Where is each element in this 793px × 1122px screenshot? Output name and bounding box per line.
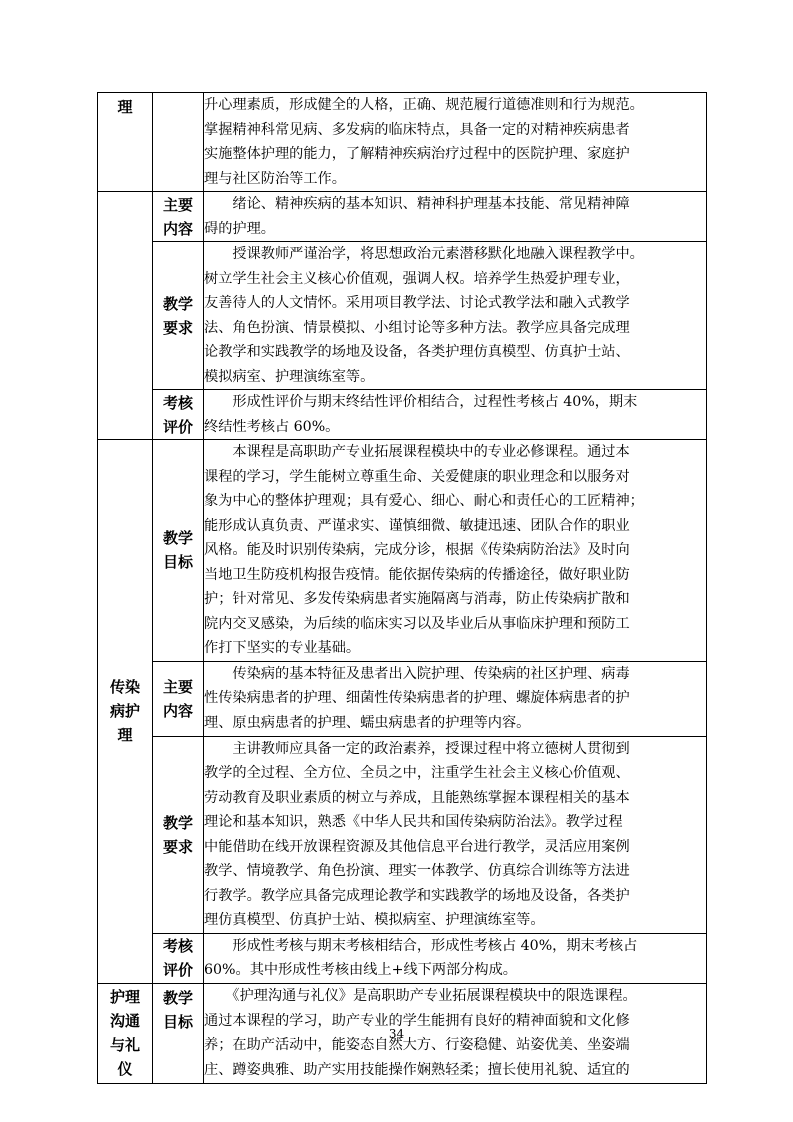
row-label: 目标 — [162, 553, 193, 572]
row-label: 教学 — [162, 294, 193, 313]
row-label-cell — [153, 440, 204, 662]
row-label-cell — [153, 661, 204, 736]
row-label-cell — [153, 192, 204, 242]
row-label: 评价 — [162, 961, 193, 979]
table-row — [98, 661, 707, 736]
row-label: 内容 — [162, 701, 193, 720]
content-line: 教学的全过程、全方位、全员之中，注重学生社会主义核心价值观、 — [204, 765, 630, 781]
content-line: 《护理沟通与礼仪》是高职助产专业拓展课程模块中的限选课程。 — [204, 988, 637, 1004]
content-line: 传染病的基本特征及患者出入院护理、传染病的社区护理、病毒 — [204, 665, 630, 682]
table-row — [98, 192, 707, 242]
content-line: 树立学生社会主义核心价值观，强调人权。培养学生热爱护理专业， — [204, 270, 630, 287]
table-row — [98, 93, 707, 192]
content-line: 绪论、精神疾病的基本知识、精神科护理基本技能、常见精神障 — [204, 196, 630, 212]
content-cell — [204, 93, 707, 192]
course-name: 与礼 — [109, 1036, 140, 1054]
course-name: 仪 — [117, 1060, 133, 1078]
row-label-cell — [153, 933, 204, 983]
course-name: 理 — [117, 726, 133, 745]
content-line: 实施整体护理的能力，了解精神疾病治疗过程中的医院护理、家庭护 — [204, 146, 630, 162]
row-label: 教学 — [162, 529, 193, 548]
content-line: 行教学。教学应具备完成理论教学和实践教学的场地及设备，各类护 — [204, 887, 630, 904]
content-line: 课程的学习，学生能树立尊重生命、关爱健康的职业理念和以服务对 — [204, 468, 630, 485]
content-line: 中能借助在线开放课程资源及其他信息平台进行教学，灵活应用案例 — [204, 838, 630, 855]
row-label: 要求 — [162, 837, 193, 856]
content-line: 形成性考核与期末考核相结合，形成性考核占 40%，期末考核占 — [204, 937, 638, 954]
content-line: 理、原虫病患者的护理、蠕虫病患者的护理等内容。 — [204, 714, 531, 731]
content-cell — [204, 661, 707, 736]
content-cell — [204, 933, 707, 983]
content-cell — [204, 192, 707, 242]
row-label: 评价 — [162, 417, 193, 436]
row-label: 考核 — [162, 937, 193, 955]
course-name-cell — [98, 192, 153, 242]
course-name-cell — [98, 440, 153, 984]
table-row — [98, 440, 707, 662]
content-line: 养；在助产活动中，能姿态自然大方、行姿稳健、站姿优美、坐姿端 — [204, 1037, 630, 1053]
row-label: 内容 — [162, 219, 193, 238]
row-label: 教学 — [162, 813, 193, 832]
content-line: 授课教师严谨治学，将思想政治元素潜移默化地融入课程教学中。 — [204, 246, 644, 262]
course-name: 沟通 — [109, 1012, 140, 1030]
content-line: 主讲教师应具备一定的政治素养，授课过程中将立德树人贯彻到 — [204, 740, 630, 757]
content-line: 理论和基本知识，熟悉《中华人民共和国传染病防治法》。教学过程 — [204, 814, 623, 830]
row-label: 主要 — [162, 195, 193, 214]
row-label-cell — [153, 736, 204, 933]
row-label-cell — [153, 390, 204, 440]
row-label: 教学 — [162, 988, 193, 1007]
course-name-cell — [98, 242, 153, 390]
content-line: 院内交叉感染，为后续的临床实习以及毕业后从事临床护理和预防工 — [204, 615, 630, 632]
content-line: 作打下坚实的专业基础。 — [204, 640, 361, 656]
content-cell — [204, 390, 707, 440]
course-name-cell — [98, 93, 153, 192]
course-name: 理 — [117, 98, 133, 116]
content-line: 友善待人的人文情怀。采用项目教学法、讨论式教学法和融入式教学 — [204, 295, 630, 311]
content-line: 本课程是高职助产专业拓展课程模块中的专业必修课程。通过本 — [204, 444, 630, 460]
content-line: 当地卫生防疫机构报告疫情。能依据传染病的传播途径，做好职业防 — [204, 566, 630, 583]
course-name: 护理 — [109, 988, 140, 1006]
row-label-cell — [153, 93, 204, 192]
content-line: 象为中心的整体护理观；具有爱心、细心、耐心和责任心的工匠精神； — [204, 493, 644, 509]
content-cell — [204, 440, 707, 662]
content-line: 模拟病室、护理演练室等。 — [204, 368, 375, 385]
content-line: 升心理素质，形成健全的人格，正确、规范履行道德准则和行为规范。 — [204, 97, 644, 113]
row-label: 考核 — [162, 393, 193, 412]
content-line: 护；针对常见、多发传染病患者实施隔离与消毒，防止传染病扩散和 — [204, 591, 630, 607]
course-name: 病护 — [109, 702, 140, 721]
content-line: 教学、情境教学、角色扮演、理实一体教学、仿真综合训练等方法进 — [204, 863, 630, 879]
page-number: 34 — [388, 1027, 405, 1041]
row-label-cell — [153, 242, 204, 390]
content-line: 法、角色扮演、情景模拟、小组讨论等多种方法。教学应具备完成理 — [204, 319, 630, 336]
row-label: 目标 — [162, 1012, 193, 1031]
content-line: 庄、蹲姿典雅、助产实用技能操作娴熟轻柔；擅长使用礼貌、适宜的 — [204, 1061, 630, 1078]
table-row — [98, 933, 707, 983]
row-label: 主要 — [162, 677, 193, 696]
content-line: 60%。其中形成性考核由线上+线下两部分构成。 — [204, 962, 517, 978]
course-name: 传染 — [109, 678, 140, 697]
content-line: 性传染病患者的护理、细菌性传染病患者的护理、螺旋体病患者的护 — [204, 690, 630, 707]
content-line: 终结性考核占 60%。 — [204, 418, 340, 435]
content-line: 劳动教育及职业素质的树立与养成，且能熟练掌握本课程相关的基本 — [204, 789, 630, 806]
course-table — [97, 92, 707, 1084]
content-line: 理与社区防治等工作。 — [204, 170, 346, 187]
table-row — [98, 242, 707, 390]
content-line: 能形成认真负责、严谨求实、谨慎细微、敏捷迅速、团队合作的职业 — [204, 517, 630, 534]
content-cell — [204, 736, 707, 933]
content-line: 理仿真模型、仿真护士站、模拟病室、护理演练室等。 — [204, 912, 545, 928]
content-line: 通过本课程的学习，助产专业的学生能拥有良好的精神面貌和文化修 — [204, 1012, 630, 1029]
course-name-cell — [98, 390, 153, 440]
content-line: 碍的护理。 — [204, 220, 275, 237]
content-cell — [204, 242, 707, 390]
content-line: 论教学和实践教学的场地及设备，各类护理仿真模型、仿真护士站、 — [204, 344, 630, 360]
table-row — [98, 736, 707, 933]
content-line: 风格。能及时识别传染病，完成分诊，根据《传染病防治法》及时向 — [204, 542, 630, 558]
table-row — [98, 390, 707, 440]
content-line: 形成性评价与期末终结性评价相结合，过程性考核占 40%，期末 — [204, 394, 638, 410]
content-line: 掌握精神科常见病、多发病的临床特点，具备一定的对精神疾病患者 — [204, 121, 630, 138]
row-label: 要求 — [162, 318, 193, 337]
